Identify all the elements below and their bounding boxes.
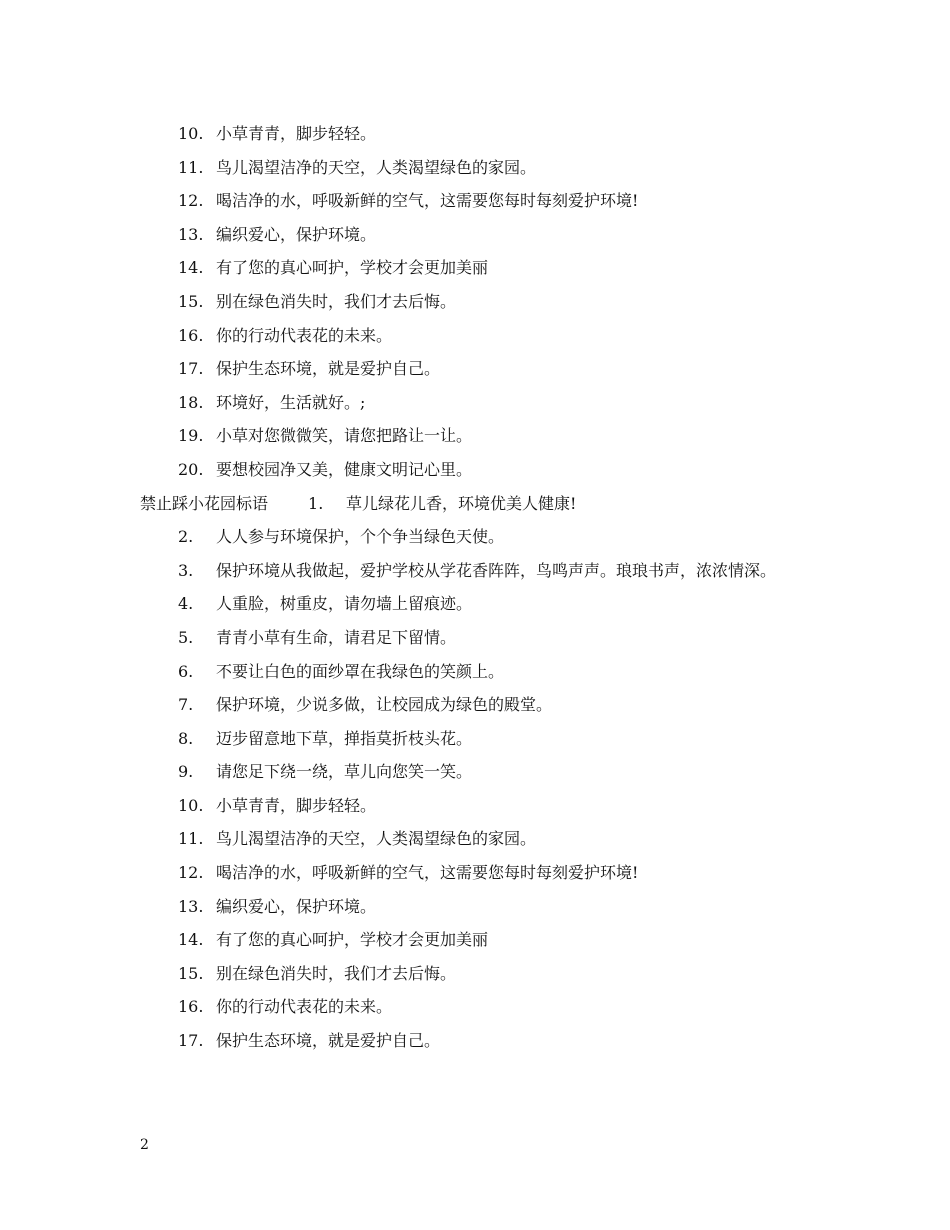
item-text: 青青小草有生命，请君足下留情。	[216, 627, 457, 647]
list-item	[140, 688, 820, 722]
section-heading: 禁止踩小花园标语	[140, 493, 269, 513]
list-item	[140, 386, 820, 420]
list-item	[140, 319, 820, 353]
item-number: 6.	[178, 661, 194, 681]
item-number: 17.	[178, 359, 204, 379]
item-text: 喝洁净的水，呼吸新鲜的空气，这需要您每时每刻爱护环境!	[216, 863, 639, 883]
item-number: 11.	[178, 157, 204, 177]
item-text: 人人参与环境保护，个个争当绿色天使。	[216, 527, 505, 547]
list-item	[140, 419, 820, 453]
item-text: 你的行动代表花的未来。	[216, 997, 393, 1017]
item-number: 16.	[178, 325, 204, 345]
page-number: 2	[140, 1137, 149, 1153]
list-item	[140, 117, 820, 151]
item-number: 11.	[178, 829, 204, 849]
item-text: 请您足下绕一绕，草儿向您笑一笑。	[216, 762, 473, 782]
list-item	[140, 621, 820, 655]
item-number: 19.	[178, 426, 204, 446]
item-number: 12.	[178, 863, 204, 883]
item-text: 草儿绿花儿香，环境优美人健康!	[346, 493, 577, 513]
item-text: 有了您的真心呵护，学校才会更加美丽	[216, 930, 489, 950]
item-number: 10.	[178, 124, 204, 143]
item-text: 保护生态环境，就是爱护自己。	[216, 359, 441, 379]
item-text: 保护生态环境，就是爱护自己。	[216, 1031, 441, 1051]
item-text: 鸟儿渴望洁净的天空，人类渴望绿色的家园。	[216, 157, 537, 177]
item-number: 5.	[178, 627, 194, 647]
item-text: 喝洁净的水，呼吸新鲜的空气，这需要您每时每刻爱护环境!	[216, 191, 639, 211]
list-item	[140, 822, 820, 856]
item-text: 迈步留意地下草，掸指莫折枝头花。	[216, 728, 473, 748]
item-text: 要想校园净又美，健康文明记心里。	[216, 459, 473, 479]
list-item	[140, 453, 820, 487]
list-item	[140, 755, 820, 789]
list-item	[140, 587, 820, 621]
item-number: 17.	[178, 1031, 204, 1051]
item-number: 18.	[178, 392, 204, 412]
item-text: 你的行动代表花的未来。	[216, 325, 393, 345]
item-text: 小草青青，脚步轻轻。	[216, 795, 377, 815]
item-text: 有了您的真心呵护，学校才会更加美丽	[216, 258, 489, 278]
list-item	[140, 251, 820, 285]
item-number: 3.	[178, 560, 194, 580]
item-text: 不要让白色的面纱罩在我绿色的笑颜上。	[216, 661, 505, 681]
item-number: 7.	[178, 695, 194, 715]
item-number: 8.	[178, 728, 194, 748]
item-text: 编织爱心，保护环境。	[216, 224, 377, 244]
list-item	[140, 990, 820, 1024]
list-item	[140, 655, 820, 689]
item-number: 12.	[178, 191, 204, 211]
item-number: 20.	[178, 459, 204, 479]
item-number: 4.	[178, 594, 194, 614]
item-number: 1.	[308, 493, 324, 513]
item-number: 13.	[178, 224, 204, 244]
list-item	[140, 554, 820, 588]
list-item	[140, 1024, 820, 1058]
list-item	[140, 151, 820, 185]
list-item	[140, 218, 820, 252]
item-text: 小草对您微微笑，请您把路让一让。	[216, 426, 473, 446]
item-text: 别在绿色消失时，我们才去后悔。	[216, 963, 457, 983]
item-number: 10.	[178, 795, 204, 815]
item-text: 环境好，生活就好。;	[216, 392, 366, 412]
list-item	[140, 722, 820, 756]
list-item	[140, 856, 820, 890]
item-text: 编织爱心，保护环境。	[216, 896, 377, 916]
item-text: 保护环境，少说多做，让校园成为绿色的殿堂。	[216, 695, 553, 715]
item-text: 人重脸，树重皮，请勿墙上留痕迹。	[216, 594, 473, 614]
document-body	[140, 117, 820, 1058]
item-number: 16.	[178, 997, 204, 1017]
item-number: 13.	[178, 896, 204, 916]
item-number: 15.	[178, 291, 204, 311]
item-number: 15.	[178, 963, 204, 983]
item-number: 2.	[178, 527, 194, 547]
item-text: 保护环境从我做起，爱护学校从学花香阵阵，鸟鸣声声。琅琅书声，浓浓情深。	[216, 560, 777, 580]
section-heading-line	[140, 487, 820, 521]
list-item	[140, 923, 820, 957]
item-number: 14.	[178, 258, 204, 278]
item-text: 鸟儿渴望洁净的天空，人类渴望绿色的家园。	[216, 829, 537, 849]
list-item	[140, 789, 820, 823]
item-number: 14.	[178, 930, 204, 950]
list-item	[140, 957, 820, 991]
item-text: 别在绿色消失时，我们才去后悔。	[216, 291, 457, 311]
item-number: 9.	[178, 762, 194, 782]
list-item	[140, 520, 820, 554]
list-item	[140, 184, 820, 218]
list-item	[140, 352, 820, 386]
item-text: 小草青青，脚步轻轻。	[216, 124, 377, 143]
list-item	[140, 890, 820, 924]
list-item	[140, 285, 820, 319]
